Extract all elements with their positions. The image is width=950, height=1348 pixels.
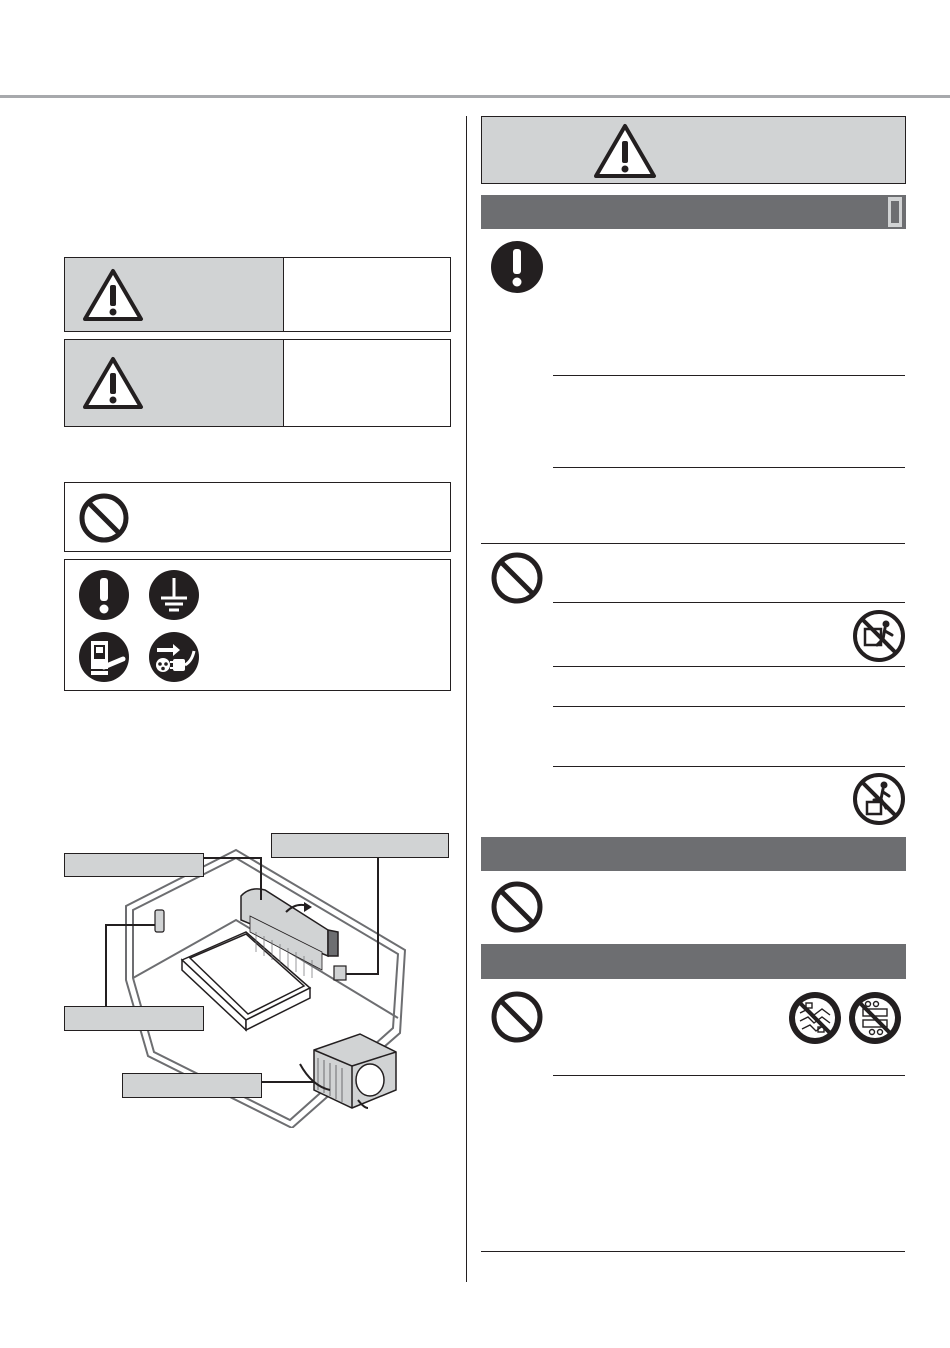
no-sitting-icon: [852, 772, 906, 826]
item-divider: [553, 766, 905, 767]
warning-triangle-icon: [592, 122, 658, 180]
figure-label-remote: [64, 1006, 204, 1031]
item-divider: [553, 467, 905, 468]
column-divider: [466, 116, 467, 1282]
item-divider: [553, 375, 905, 376]
header-rule: [0, 95, 950, 98]
prohibited-icon: [78, 492, 130, 544]
mandatory-exclamation-icon: [78, 569, 130, 621]
no-climbing-icon: [852, 609, 906, 663]
mandatory-exclamation-icon: [490, 240, 544, 294]
prohibited-icon: [490, 880, 544, 934]
warning-legend-row: [64, 257, 451, 332]
no-disassembly-icon: [788, 991, 842, 1045]
figure-label-outdoor-unit: [122, 1073, 262, 1098]
group-divider: [481, 543, 905, 544]
section-bar-outdoor: [481, 944, 906, 979]
prohibited-legend: [64, 482, 451, 552]
switch-off-icon: [78, 631, 130, 683]
ground-icon: [148, 569, 200, 621]
group-divider: [481, 1251, 905, 1252]
section-bar-remote: [481, 837, 906, 871]
item-divider: [553, 1075, 905, 1076]
mandatory-legend: [64, 559, 451, 691]
figure-label-indoor-unit: [64, 853, 204, 877]
caution-legend-label: [65, 340, 284, 426]
warning-header: [481, 116, 906, 184]
prohibited-icon: [490, 551, 544, 605]
prohibited-icon: [490, 990, 544, 1044]
warning-triangle-icon: [81, 355, 145, 411]
item-divider: [553, 602, 905, 603]
warning-triangle-icon: [81, 267, 145, 323]
item-divider: [553, 706, 905, 707]
figure-label-outlet: [271, 833, 449, 858]
unplug-icon: [148, 631, 200, 683]
item-divider: [553, 666, 905, 667]
corner-tab-icon: [888, 197, 904, 227]
no-modification-icon: [848, 991, 902, 1045]
caution-legend-row: [64, 339, 451, 427]
warning-legend-label: [65, 258, 284, 331]
section-bar-indoor: [481, 195, 906, 229]
